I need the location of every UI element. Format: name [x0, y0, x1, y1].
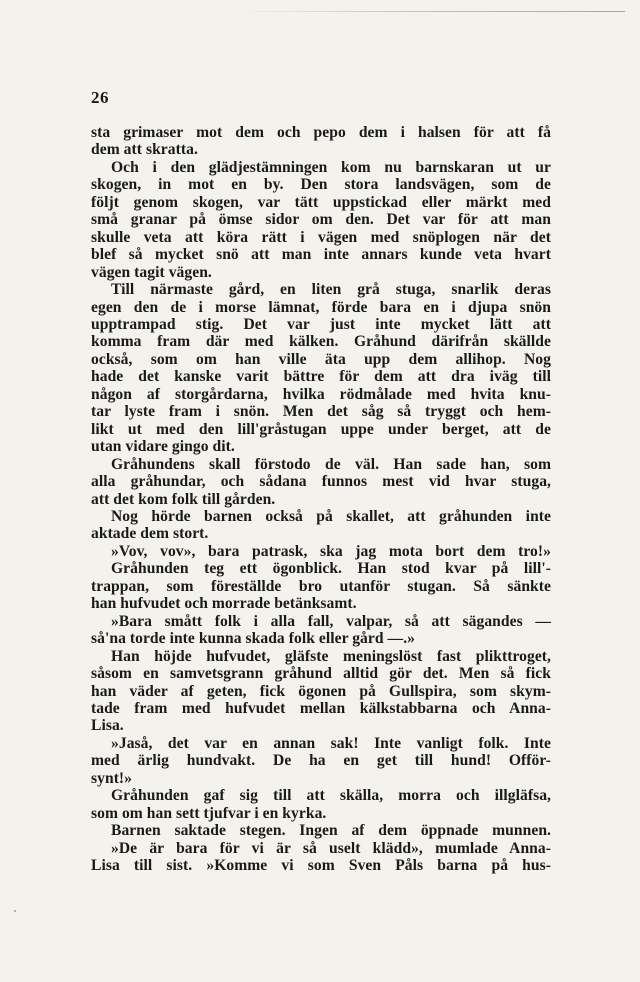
text-line: blef så mycket snö att man inte annars kunde veta hvart	[91, 246, 551, 264]
text-line: också, som om han ville äta upp dem allihop. Nog	[91, 350, 551, 368]
text-line: såsom en samvetsgrann gråhund alltid gör det. Men så fick	[91, 665, 551, 683]
text-line: tar lyste fram i snön. Men det såg så tryggt och hem-	[91, 403, 551, 421]
text-line: dem att skratta.	[91, 141, 198, 159]
text-line: synt!»	[91, 769, 133, 787]
text-line: hade det kanske varit bättre för dem att dra iväg till	[91, 368, 551, 386]
text-line: Lisa till sist. »Komme vi som Sven Påls barna på hus-	[91, 857, 551, 875]
text-line: så'na torde inte kunna skada folk eller gård —.»	[91, 630, 415, 648]
text-line: Till närmaste gård, en liten grå stuga, snarlik deras	[111, 281, 551, 299]
text-line: Gråhundens skall förstodo de väl. Han sade han, som	[111, 455, 551, 473]
text-line: med ärlig hundvakt. De ha en get till hund! Offör-	[91, 752, 551, 770]
scan-speck	[14, 910, 16, 912]
scan-edge-line	[230, 11, 625, 12]
text-line: trappan, som föreställde bro utanför stugan. Så sänkte	[91, 577, 551, 595]
text-line: han hufvudet och morrade betänksamt.	[91, 595, 357, 613]
body-text	[91, 124, 551, 874]
page-number: 26	[91, 88, 109, 107]
text-line: aktade dem stort.	[91, 525, 209, 543]
text-line: Han höjde hufvudet, gläfste meningslöst fast plikttroget,	[111, 647, 551, 665]
text-line: någon af storgårdarna, hvilka rödmålade med hvita knu-	[91, 385, 551, 403]
text-line: Nog hörde barnen också på skallet, att gråhunden inte	[111, 507, 551, 525]
text-line: små granar på ömse sidor om den. Det var för att man	[91, 211, 551, 229]
text-line: alla gråhundar, och sådana funnos mest vid hvar stuga,	[91, 473, 551, 491]
text-line: likt ut med den lill'gråstugan uppe under berget, att de	[91, 420, 551, 438]
text-line: Och i den glädjestämningen kom nu barnskaran ut ur	[111, 158, 551, 176]
text-line: egen den de i morse lämnat, förde bara en i djupa snön	[91, 298, 551, 316]
text-line: utan vidare gingo dit.	[91, 438, 235, 456]
text-line: komma fram där med kälken. Gråhund därifrån skällde	[91, 333, 551, 351]
text-line: upptrampad stig. Det var just inte mycket lätt att	[91, 315, 551, 333]
text-line: Lisa.	[91, 717, 124, 735]
text-line: »Bara smått folk i alla fall, valpar, så att sägandes —	[111, 612, 551, 630]
text-line: han väder af geten, fick ögonen på Gullspira, som skym-	[91, 682, 551, 700]
text-line: att det kom folk till gården.	[91, 490, 276, 508]
text-line: »Vov, vov», bara patrask, ska jag mota bort dem tro!»	[111, 542, 551, 560]
text-line: följt genom skogen, var tätt uppstickad eller märkt med	[91, 193, 551, 211]
text-line: Gråhunden teg ett ögonblick. Han stod kvar på lill'-	[111, 560, 551, 578]
text-line: skogen, in mot en by. Den stora landsvägen, som de	[91, 176, 551, 194]
text-line: Gråhunden gaf sig till att skälla, morra och illgläfsa,	[111, 787, 551, 805]
text-line: »De är bara för vi är så uselt klädd», mumlade Anna-	[111, 839, 551, 857]
text-line: Barnen saktade stegen. Ingen af dem öppnade munnen.	[111, 822, 551, 840]
text-line: som om han sett tjufvar i en kyrka.	[91, 804, 327, 822]
text-line: sta grimaser mot dem och pepo dem i halsen för att få	[91, 124, 551, 141]
text-line: vägen tagit vägen.	[91, 263, 212, 281]
text-line: skulle veta att köra rätt i vägen med snöplogen när det	[91, 228, 551, 246]
text-line: tade fram med hufvudet mellan kälkstabbarna och Anna-	[91, 699, 551, 717]
text-line: »Jaså, det var en annan sak! Inte vanligt folk. Inte	[111, 734, 551, 752]
